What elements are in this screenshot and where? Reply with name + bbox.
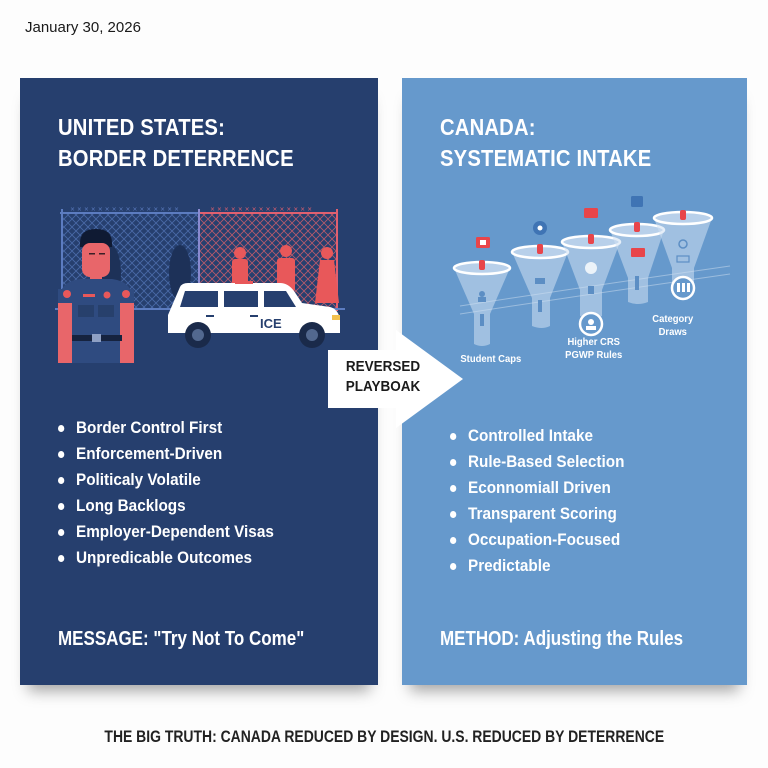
bullet-icon [58,425,64,432]
list-item: Controlled Intake [450,423,624,449]
date-label: January 30, 2026 [25,19,141,36]
svg-text:× × × × × × × × × × × × × × ×: × × × × × × × × × × × × × × × × [70,206,180,213]
funnel-label-higher-crs: Higher CRS PGWP Rules [565,336,623,361]
bullet-icon [58,477,64,484]
us-title-line1: UNITED STATES: [58,114,226,140]
us-message: MESSAGE: "Try Not To Come" [58,628,305,650]
us-panel [20,78,378,685]
bullet-icon [58,529,64,536]
bullet-icon [58,451,64,458]
list-item: Econnomiall Driven [450,475,624,501]
passport-icon [584,208,598,218]
list-item: Employer-Dependent Visas [58,519,274,545]
funnel-2-icon [512,221,568,328]
funnel-category-draws-icon [654,210,712,299]
bullet-icon [58,503,64,510]
bullet-icon [450,433,456,440]
bullet-icon [450,537,456,544]
funnel-label-student-caps: Student Caps [460,353,522,365]
canada-bullet-list [450,423,624,579]
list-item: Occupation-Focused [450,527,624,553]
bullet-icon [450,459,456,466]
vehicle-label: ICE [260,316,282,331]
bullet-icon [450,485,456,492]
list-item: Politicaly Volatile [58,467,274,493]
svg-text:× × × × × × × × × × × × × × ×: × × × × × × × × × × × × × × × [210,206,313,213]
bullet-icon [58,555,64,562]
canada-title-line1: CANADA: [440,114,536,140]
us-border-illustration [40,203,360,363]
list-item: Rule-Based Selection [450,449,624,475]
big-truth-caption: THE BIG TRUTH: CANADA REDUCED BY DESIGN. U.S. REDUCED BY DETERRENCE [104,727,664,746]
list-item: Transparent Scoring [450,501,624,527]
bullet-icon [450,511,456,518]
bullet-icon [450,563,456,570]
us-title [58,112,294,174]
document-icon [631,196,643,207]
canada-method: METHOD: Adjusting the Rules [440,628,684,650]
canada-title-line2: SYSTEMATIC INTAKE [440,145,652,171]
us-bullet-list [58,415,274,571]
list-item: Unpredicable Outcomes [58,545,274,571]
list-item: Border Control First [58,415,274,441]
list-item: Enforcement-Driven [58,441,274,467]
us-title-line2: BORDER DETERRENCE [58,145,294,171]
reversed-playbook-label: REVERSED PLAYBOAK [345,358,421,395]
canada-funnel-illustration [450,196,740,356]
list-item: Long Backlogs [58,493,274,519]
canada-title [440,112,651,174]
funnel-4-icon [610,196,664,304]
funnel-label-category-draws: Category Draws [652,313,694,338]
list-item: Predictable [450,553,624,579]
